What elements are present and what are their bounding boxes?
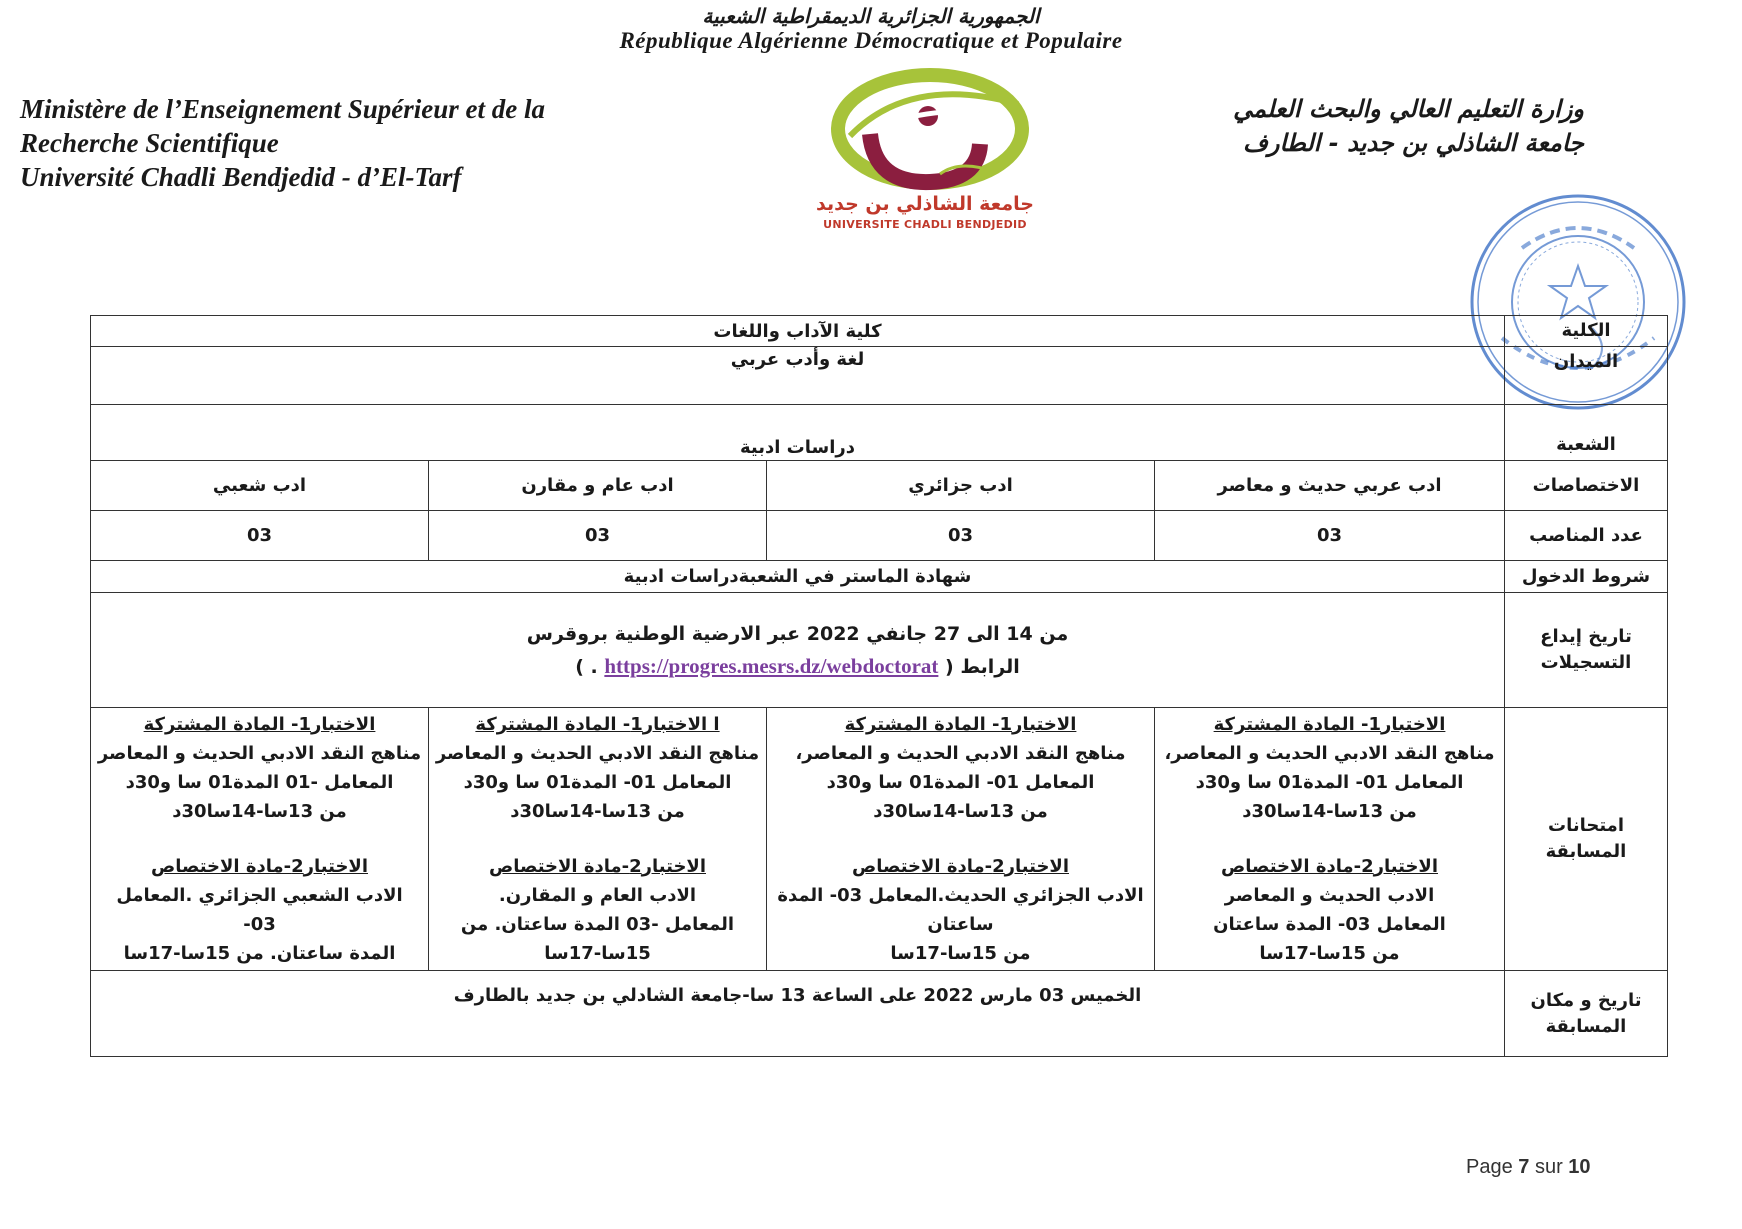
test2-line: الادب الشعبي الجزائري .المعامل 03-	[116, 885, 403, 935]
exam-cell-3	[429, 708, 767, 971]
label-exams: امتحانات المسابقة	[1505, 708, 1668, 971]
test1-line: من 13سا-14سا30د	[510, 801, 685, 822]
test2-title: الاختبار2-مادة الاختصاص	[851, 856, 1069, 877]
test1-line: من 13سا-14سا30د	[873, 801, 1048, 822]
test2-line: 15سا-17سا	[544, 943, 651, 964]
exam-cell-2	[767, 708, 1155, 971]
ministry-line: Recherche Scientifique	[20, 128, 279, 158]
ministry-line-ar: وزارة التعليم العالي والبحث العلمي	[1233, 95, 1584, 123]
row-exams	[91, 708, 1668, 971]
logo-caption-ar: جامعة الشاذلي بن جديد	[816, 193, 1034, 215]
test2-line: الادب العام و المقارن.	[498, 885, 697, 906]
ministry-line: Ministère de l’Enseignement Supérieur et de la	[20, 94, 546, 124]
test1-line: من 13سا-14سا30د	[172, 801, 347, 822]
test1-line: مناهج النقد الادبي الحديث و المعاصر	[435, 743, 760, 764]
row-conditions	[91, 561, 1668, 593]
page-prefix: Page	[1466, 1156, 1519, 1178]
university-line: Université Chadli Bendjedid - d’El-Tarf	[20, 162, 462, 192]
label-domain: الميدان	[1505, 347, 1668, 405]
test2-title: الاختبار2-مادة الاختصاص	[1220, 856, 1438, 877]
test2-line: الادب الجزائري الحديث.المعامل 03- المدة	[777, 885, 1144, 906]
date-place-value: الخميس 03 مارس 2022 على الساعة 13 سا-جامعة الشادلي بن جديد بالطارف	[91, 971, 1505, 1057]
specialty-2: ادب جزائري	[767, 461, 1155, 511]
test2-line: من 15سا-17سا	[1259, 943, 1400, 964]
row-date-place	[91, 971, 1668, 1057]
label-registration: تاريخ إيداع التسجيلات	[1505, 593, 1668, 708]
specialty-1: ادب عربي حديث و معاصر	[1155, 461, 1505, 511]
row-domain	[91, 347, 1668, 405]
label-conditions: شروط الدخول	[1505, 561, 1668, 593]
registration-value	[91, 593, 1505, 708]
test1-line: مناهج النقد الادبي الحديث و المعاصر	[97, 743, 422, 764]
faculty-value: كلية الآداب واللغات	[91, 316, 1505, 347]
test1-title: الاختبار1- المادة المشتركة	[1213, 714, 1446, 735]
republic-title-fr: République Algérienne Démocratique et Populaire	[619, 28, 1123, 53]
domain-value: لغة وأدب عربي	[91, 347, 1505, 405]
university-line-ar: جامعة الشاذلي بن جديد - الطارف	[1242, 129, 1584, 157]
test1-title: الاختبار1- المادة المشتركة	[844, 714, 1077, 735]
positions-2: 03	[767, 511, 1155, 561]
test1-line: مناهج النقد الادبي الحديث و المعاصر،	[795, 743, 1126, 764]
test1-line: المعامل 01- المدة01 سا و30د	[463, 772, 732, 793]
page-sep: sur	[1529, 1156, 1569, 1178]
ministry-block-ar	[1233, 92, 1584, 160]
test1-line: المعامل -01 المدة01 سا و30د	[125, 772, 394, 793]
logo-caption-fr: UNIVERSITE CHADLI BENDJEDID	[823, 218, 1027, 231]
test1-title: ا الاختبار1- المادة المشتركة	[475, 714, 720, 735]
registration-link-line	[97, 650, 1498, 683]
test2-line: المدة ساعتان. من 15سا-17سا	[123, 943, 396, 964]
label-branch: الشعبة	[1505, 405, 1668, 461]
test1-line: من 13سا-14سا30د	[1242, 801, 1417, 822]
test2-line: المعامل 03- المدة ساعتان	[1213, 914, 1446, 935]
page-total: 10	[1568, 1156, 1591, 1178]
test2-line: المعامل -03 المدة ساعتان. من	[460, 914, 735, 935]
test2-line: من 15سا-17سا	[890, 943, 1031, 964]
specialty-3: ادب عام و مقارن	[429, 461, 767, 511]
program-table	[90, 315, 1668, 1057]
specialty-4: ادب شعبي	[91, 461, 429, 511]
exam-cell-1	[1155, 708, 1505, 971]
row-registration	[91, 593, 1668, 708]
row-specialties	[91, 461, 1668, 511]
progres-link[interactable]: https://progres.mesrs.dz/webdoctorat	[604, 653, 939, 678]
row-positions	[91, 511, 1668, 561]
test2-line: الادب الحديث و المعاصر	[1224, 885, 1435, 906]
exam-cell-4	[91, 708, 429, 971]
page-current: 7	[1518, 1156, 1530, 1178]
republic-title-ar: الجمهورية الجزائرية الديمقراطية الشعبية	[702, 4, 1040, 28]
ministry-block-fr	[20, 92, 545, 194]
test2-title: الاختبار2-مادة الاختصاص	[488, 856, 706, 877]
test1-line: المعامل 01- المدة01 سا و30د	[1195, 772, 1464, 793]
label-faculty: الكلية	[1505, 316, 1668, 347]
label-date-place: تاريخ و مكان المسابقة	[1505, 971, 1668, 1057]
label-specialties: الاختصاصات	[1505, 461, 1668, 511]
test2-line: ساعتان	[927, 914, 994, 935]
positions-4: 03	[91, 511, 429, 561]
university-logo	[790, 64, 1060, 244]
page-number	[1466, 1156, 1591, 1179]
registration-prefix: الرابط (	[945, 655, 1020, 678]
registration-suffix: . )	[575, 655, 598, 678]
row-branch	[91, 405, 1668, 461]
positions-3: 03	[429, 511, 767, 561]
positions-1: 03	[1155, 511, 1505, 561]
registration-dates: من 14 الى 27 جانفي 2022 عبر الارضية الوطنية بروقرس	[526, 622, 1069, 645]
branch-value: دراسات ادبية	[91, 405, 1505, 461]
test1-line: المعامل 01- المدة01 سا و30د	[826, 772, 1095, 793]
label-positions: عدد المناصب	[1505, 511, 1668, 561]
test2-title: الاختبار2-مادة الاختصاص	[150, 856, 368, 877]
test1-line: مناهج النقد الادبي الحديث و المعاصر،	[1164, 743, 1495, 764]
test1-title: الاختبار1- المادة المشتركة	[143, 714, 376, 735]
conditions-value: شهادة الماستر في الشعبةدراسات ادبية	[91, 561, 1505, 593]
row-faculty	[91, 316, 1668, 347]
